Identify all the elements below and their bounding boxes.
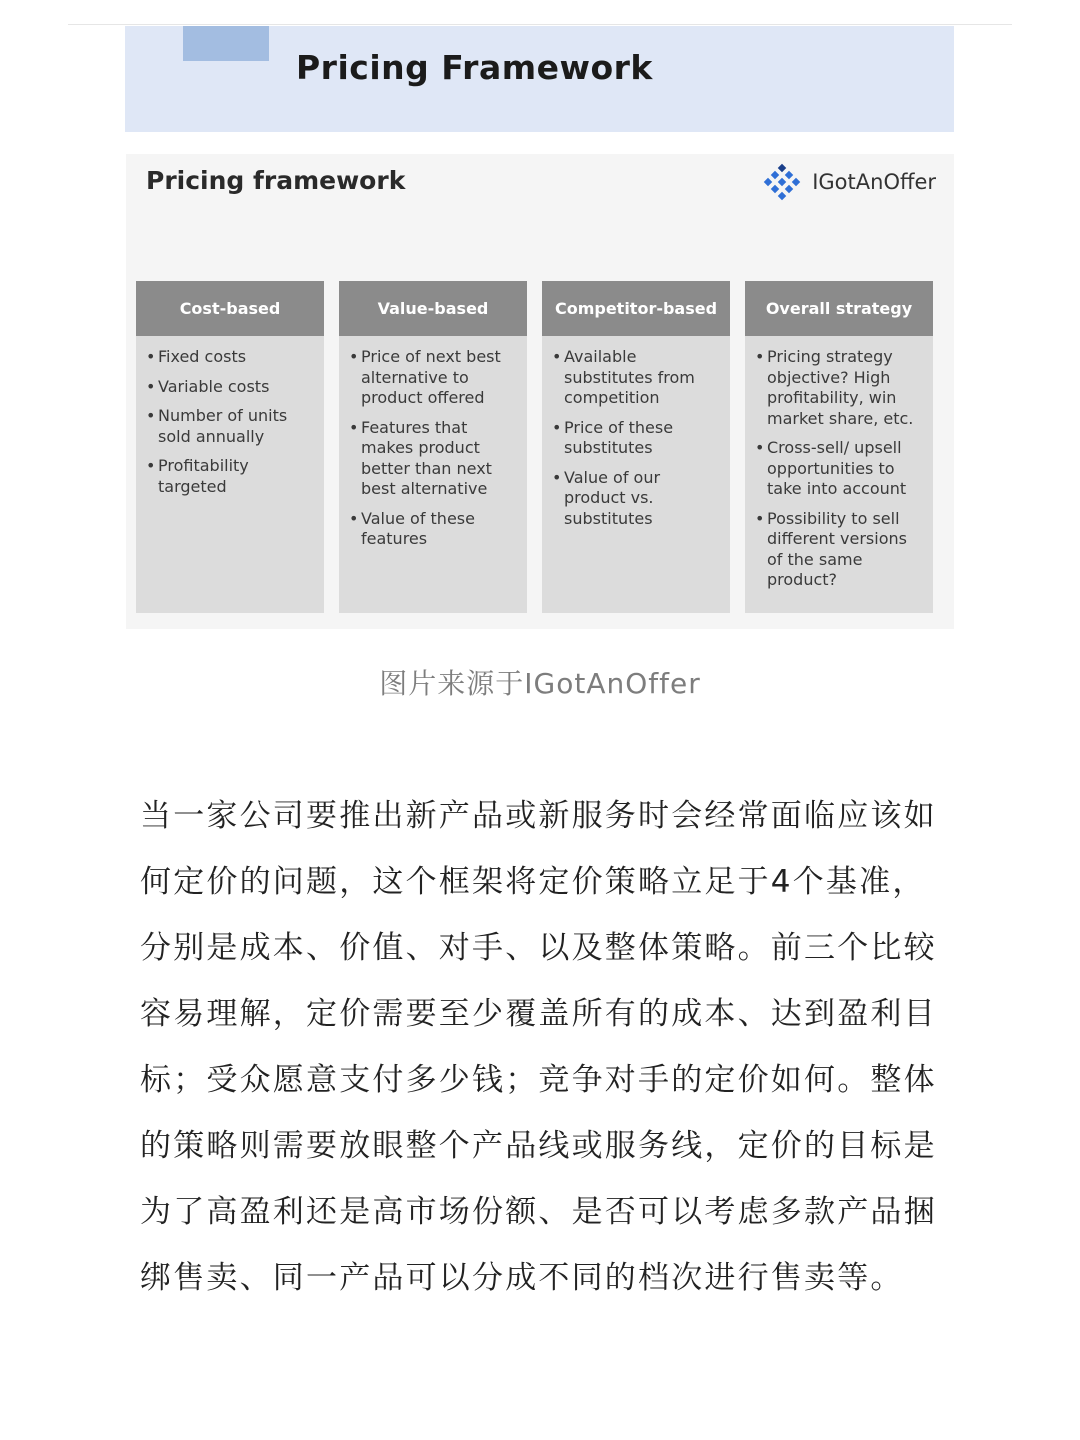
- list-item: • Value of our product vs. substitutes: [564, 468, 720, 530]
- list-item: • Possibility to sell different versions of the same product?: [767, 509, 923, 591]
- list-item: • Pricing strategy objective? High profitability, win market share, etc.: [767, 347, 923, 429]
- top-divider: [68, 24, 1012, 25]
- brand-name: IGotAnOffer: [812, 170, 936, 194]
- body-paragraph: 当一家公司要推出新产品或新服务时会经常面临应该如何定价的问题，这个框架将定价策略立足于4个基准，分别是成本、价值、对手、以及整体策略。前三个比较容易理解，定价需要至少覆盖所有的成本、达到盈利目标；受众愿意支付多少钱；竞争对手的定价如何。整体的策略则需要放眼整个产品线或服务线，定价的目标是为了高盈利还是高市场份额、是否可以考虑多款产品捆绑售卖、同一产品可以分成不同的档次进行售卖等。: [140, 798, 937, 1296]
- column-list: [136, 336, 324, 506]
- list-item: • Price of these substitutes: [564, 418, 720, 459]
- brand-logo: [760, 160, 936, 204]
- column-value-based: [339, 281, 527, 613]
- list-item: • Fixed costs: [158, 347, 314, 368]
- column-list: [339, 336, 527, 559]
- title-banner: [125, 26, 954, 132]
- list-item: • Value of these features: [361, 509, 517, 550]
- list-item: • Features that makes product better than next best alternative: [361, 418, 517, 500]
- framework-columns: [136, 281, 934, 613]
- pricing-framework-figure: [126, 154, 954, 629]
- list-item: • Cross-sell/ upsell opportunities to take into account: [767, 438, 923, 500]
- list-item: • Number of units sold annually: [158, 406, 314, 447]
- image-caption: 图片来源于IGotAnOffer: [379, 667, 701, 700]
- title-accent-bar: [183, 26, 269, 61]
- page-title: Pricing Framework: [296, 48, 653, 87]
- diamond-grid-logo-icon: [760, 160, 804, 204]
- column-header: Value-based: [339, 281, 527, 336]
- list-item: • Available substitutes from competition: [564, 347, 720, 409]
- list-item: • Price of next best alternative to product offered: [361, 347, 517, 409]
- column-overall-strategy: [745, 281, 933, 613]
- figure-title: Pricing framework: [146, 166, 406, 195]
- column-header: Cost-based: [136, 281, 324, 336]
- column-competitor-based: [542, 281, 730, 613]
- column-cost-based: [136, 281, 324, 613]
- column-header: Competitor-based: [542, 281, 730, 336]
- column-header: Overall strategy: [745, 281, 933, 336]
- list-item: • Profitability targeted: [158, 456, 314, 497]
- column-list: [745, 336, 933, 600]
- column-list: [542, 336, 730, 538]
- list-item: • Variable costs: [158, 377, 314, 398]
